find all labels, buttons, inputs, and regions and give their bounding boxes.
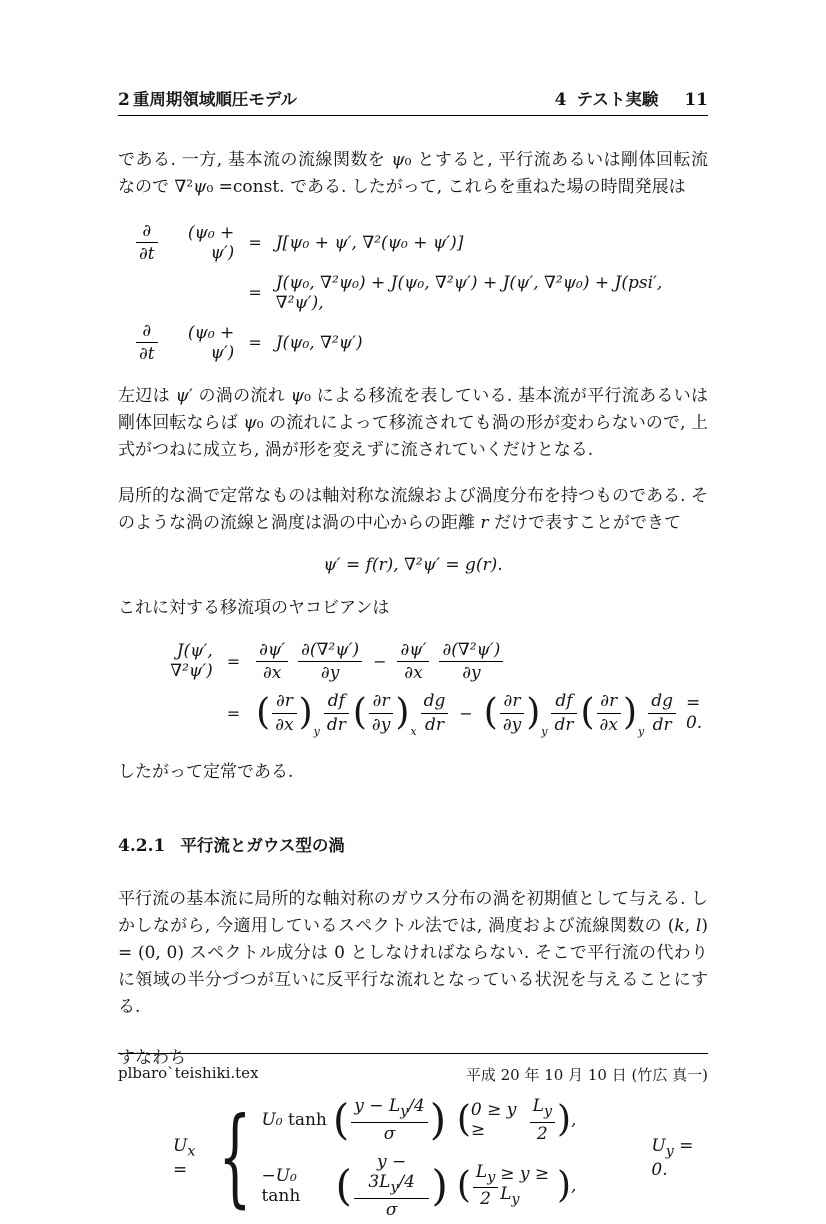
partial-t-fraction: $\frac{\partial}{\partial t}$ bbox=[136, 221, 158, 265]
doc-title: 重周期領域順圧モデル bbox=[132, 90, 298, 109]
rhs-jacobian-reduced: J(ψ₀, ∇²ψ′) bbox=[275, 332, 363, 353]
subsection-number: 4.2.1 bbox=[118, 836, 166, 857]
right-paren: ) bbox=[556, 1098, 572, 1140]
left-paren: ( bbox=[483, 691, 498, 733]
page-header bbox=[118, 86, 708, 110]
cases-brace: { bbox=[218, 1096, 252, 1220]
equation-ux-cases bbox=[173, 1092, 708, 1224]
lhs-argument: (ψ₀ + ψ′) bbox=[187, 222, 235, 263]
equation-time-evolution bbox=[134, 217, 708, 369]
equation-row bbox=[158, 687, 708, 739]
left-paren: ( bbox=[456, 1164, 471, 1206]
right-paren: ) bbox=[556, 1164, 572, 1206]
right-paren: ) bbox=[431, 1161, 448, 1211]
subsection-title: 平行流とガウス型の渦 bbox=[180, 836, 345, 856]
equals-sign: = bbox=[226, 703, 241, 723]
minus-sign: − bbox=[373, 651, 387, 671]
rhs-jacobian-expanded: J(ψ₀, ∇²ψ₀) + J(ψ₀, ∇²ψ′) + J(ψ′, ∇²ψ₀) + J(psi′, ∇²ψ′), bbox=[275, 272, 663, 313]
left-paren: ( bbox=[580, 691, 595, 733]
left-paren: ( bbox=[352, 691, 367, 733]
equation-row bbox=[158, 636, 708, 688]
section-number: 4 bbox=[554, 90, 567, 110]
uy-equation: $U_y = 0$. bbox=[651, 1136, 694, 1180]
right-paren: ) bbox=[395, 691, 410, 733]
partial-t-fraction: $\frac{\partial}{\partial t}$ bbox=[136, 321, 158, 365]
right-paren: ) bbox=[526, 691, 541, 733]
ux-lhs: $U_x$ = bbox=[173, 1136, 196, 1180]
right-paren: ) bbox=[298, 691, 313, 733]
jacobian-definition: $\frac{\partial\psi'}{\partial x}$ $\frac{\text{∂(∇²ψ′)}}{\partial y}$ − $\frac{\partial\psi'}{\partial x}$ $\frac{\text{∂(∇²ψ′)}}{\partial y}$ bbox=[254, 640, 505, 684]
minus-sign: − bbox=[459, 703, 473, 723]
page-number: 11 bbox=[684, 90, 708, 110]
jacobian-lhs: J(ψ′, ∇²ψ′) bbox=[170, 641, 213, 682]
left-paren: ( bbox=[456, 1098, 471, 1140]
paragraph-gaussian-vortex: 平行流の基本流に局所的な軸対称のガウス分布の渦を初期値として与える. しかしながら, 今適用しているスペクトル法では, 渦度および流線関数の (k, l) = (0, 0) スペクトル成分は 0 としなければならない. そこで平行流の代わりに領域の半分づつが互いに反平行な流れとなっている状況を与えることにする. bbox=[118, 889, 708, 1018]
equals-sign: = bbox=[248, 283, 262, 303]
paragraph-jacobian-intro: これに対する移流項のヤコビアンは bbox=[118, 597, 390, 618]
jacobian-chain-rule: ( $\frac{\partial r}{\partial x}$ ) y $\frac{df}{dr}$ ( $\frac{\partial r}{\partial y}$ ) x $\frac{dg}{dr}$ − ( $\frac{\partial r}{\partial y}$ ) y $\frac{df}{dr}$ ( $\frac{\partial r}{\partial x}$ ) y $\frac{dg}{dr}$ = 0. bbox=[254, 691, 708, 735]
paragraph-advection: 左辺は ψ′ の渦の流れ ψ₀ による移流を表している. 基本流が平行流あるいは剛体回転ならば ψ₀ の流れによって移流されても渦の形が変わらないので, 上式がつねに成立ち, 渦が形を変えずに流されていくだけとなる. bbox=[118, 385, 709, 460]
equals-zero: = 0. bbox=[685, 693, 703, 734]
footer-date-author: 平成 20 年 10 月 10 日 (竹広 真一) bbox=[465, 1066, 708, 1084]
running-head-left bbox=[118, 86, 297, 110]
right-paren: ) bbox=[622, 691, 637, 733]
running-head-right bbox=[555, 86, 708, 110]
header-rule bbox=[118, 115, 708, 116]
case-row-1: U₀ tanh ( $\frac{y - L_y/4}{\sigma}$ ) ( 0 ≥ y ≥ $\frac{L_y}{2}$ ) , bbox=[261, 1095, 577, 1145]
equation-row bbox=[134, 317, 708, 369]
equation-row bbox=[134, 269, 708, 317]
doc-title-number: 2 bbox=[118, 90, 130, 110]
paragraph-basic-flow: である. 一方, 基本流の流線関数を ψ₀ とすると, 平行流あるいは剛体回転流なので ∇²ψ₀ =const. である. したがって, これらを重ねた場の時間発展は bbox=[118, 150, 708, 197]
page-footer bbox=[118, 1053, 708, 1085]
radial-profile-text: ψ′ = f(r), ∇²ψ′ = g(r). bbox=[323, 554, 503, 575]
case-row-2: −U₀ tanh ( $\frac{y - 3L_y/4}{\sigma}$ ) ( $\frac{L_y}{2}$ ≥ $y \ge L_y$ ) , bbox=[261, 1151, 577, 1220]
equals-sign: = bbox=[248, 333, 262, 353]
paragraph-axisymmetric: 局所的な渦で定常なものは軸対称な流線および渦度分布を持つものである. そのような渦の流線と渦度は渦の中心からの距離 r だけで表すことができて bbox=[118, 485, 708, 533]
equals-sign: = bbox=[248, 233, 262, 253]
equation-jacobian bbox=[158, 636, 708, 740]
cases-body bbox=[261, 1092, 585, 1224]
footer-filename: plbaro`teishiki.tex bbox=[118, 1064, 259, 1082]
left-paren: ( bbox=[256, 691, 271, 733]
lhs-argument: (ψ₀ + ψ′) bbox=[187, 322, 235, 363]
equation-radial-profile bbox=[118, 555, 708, 575]
rhs-jacobian-full: J[ψ₀ + ψ′, ∇²(ψ₀ + ψ′)] bbox=[275, 232, 464, 253]
equals-sign: = bbox=[226, 651, 241, 671]
left-paren: ( bbox=[332, 1095, 350, 1145]
paragraph-namely: すなわち bbox=[118, 1048, 186, 1069]
section-name: テスト実験 bbox=[576, 90, 659, 109]
right-paren: ) bbox=[429, 1095, 447, 1145]
equation-row bbox=[134, 217, 708, 269]
subsection-heading bbox=[118, 832, 708, 856]
paragraph-steady: したがって定常である. bbox=[118, 762, 294, 783]
left-paren: ( bbox=[335, 1161, 352, 1211]
